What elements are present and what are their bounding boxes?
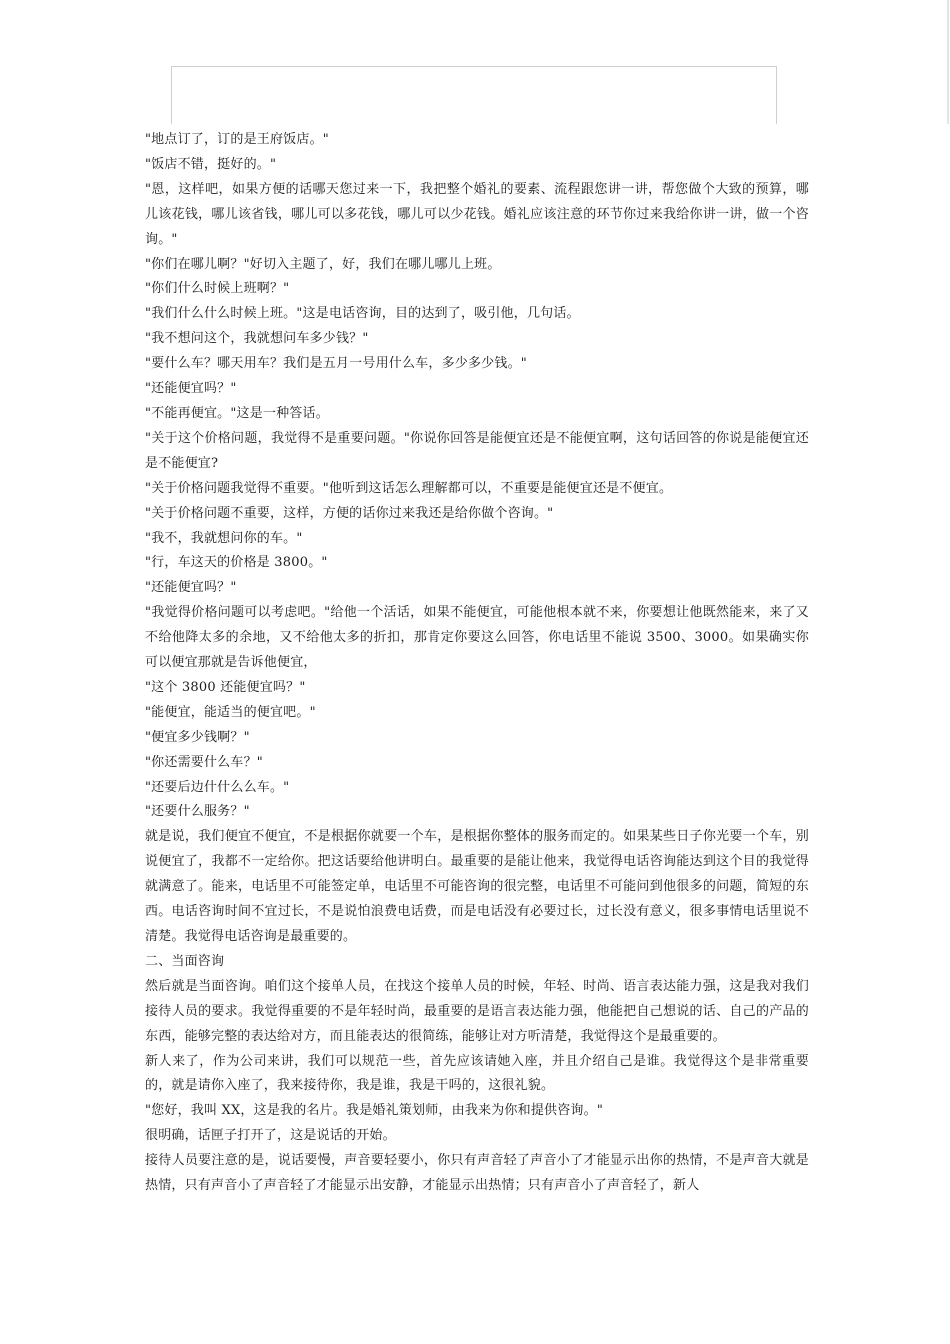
paragraph: "还能便宜吗？" [145, 580, 237, 596]
paragraph: "我不想问这个，我就想问车多少钱？" [145, 331, 369, 347]
section-heading: 二、当面咨询 [145, 953, 225, 969]
paragraph: "要什么车？哪天用车？我们是五月一号用什么车，多少多少钱。" [145, 356, 527, 372]
paragraph: "关于价格问题我觉得不重要。"他听到这话怎么理解都可以，不重要是能便宜还是不便宜。 [145, 480, 673, 496]
paragraph: "行，车这天的价格是 3800。" [145, 555, 328, 571]
paragraph: 就是说，我们便宜不便宜，不是根据你就要一个车，是根据你整体的服务而定的。如果某些日子你光要一个车，别说便宜了，我都不一定给你。把这话要给他讲明白。最重要的是能让他来，我觉得电话咨询能达到这个目的我觉得就满意了。能来，电话里不可能签定单，电话里不可能咨询的很完整，电话里不可能问到他很多的问题，简短的东西。电话咨询时间不宜过长，不是说怕浪费电话费，而是电话没有必要过长，过长没有意义，很多事情电话里说不清楚。我觉得电话咨询是最重要的。 [145, 829, 809, 944]
paragraph: "你们什么时候上班啊？" [145, 281, 290, 297]
paragraph: "你们在哪儿啊？"好切入主题了，好，我们在哪儿哪儿上班。 [145, 256, 501, 272]
document-body [145, 128, 809, 1199]
paragraph: "我觉得价格问题可以考虑吧。"给他一个活话，如果不能便宜，可能他根本就不来，你要想让他既然能来，来了又不给他降太多的余地，又不给他太多的折扣，那肯定你要这么回答，你电话里不能说 3500、3000。如果确实你可以便宜那就是告诉他便宜， [145, 605, 809, 671]
page-edge-divider [947, 0, 949, 124]
paragraph: 新人来了，作为公司来讲，我们可以规范一些，首先应该请她入座，并且介绍自己是谁。我觉得这个是非常重要的，就是请你入座了，我来接待你，我是谁，我是干吗的，这很礼貌。 [145, 1053, 809, 1094]
page-header-box [171, 66, 777, 124]
paragraph: "还要后边什什么么车。" [145, 779, 290, 795]
paragraph: "这个 3800 还能便宜吗？" [145, 679, 306, 695]
paragraph: "能便宜，能适当的便宜吧。" [145, 704, 316, 720]
paragraph: "你还需要什么车？" [145, 754, 263, 770]
paragraph: "我不，我就想问你的车。" [145, 530, 303, 546]
paragraph: 接待人员要注意的是，说话要慢，声音要轻要小，你只有声音轻了声音小了才能显示出你的热情，不是声音大就是热情，只有声音小了声音轻了才能显示出安静，才能显示出热情；只有声音小了声音轻了，新人 [145, 1153, 809, 1194]
paragraph: "我们什么什么时候上班。"这是电话咨询，目的达到了，吸引他，几句话。 [145, 306, 580, 322]
paragraph: 很明确，话匣子打开了，这是说话的开始。 [145, 1128, 396, 1144]
paragraph: "恩，这样吧，如果方便的话哪天您过来一下，我把整个婚礼的要素、流程跟您讲一讲，帮您做个大致的预算，哪儿该花钱，哪儿该省钱，哪儿可以多花钱，哪儿可以少花钱。婚礼应该注意的环节你过来我给你讲一讲，做一个咨询。" [145, 181, 809, 247]
paragraph: "饭店不错，挺好的。" [145, 156, 277, 172]
paragraph: "关于这个价格问题，我觉得不是重要问题。"你说你回答是能便宜还是不能便宜啊，这句话回答的你说是能便宜还是不能便宜? [145, 430, 809, 471]
paragraph: "还能便宜吗？" [145, 381, 237, 397]
paragraph: 然后就是当面咨询。咱们这个接单人员，在找这个接单人员的时候，年轻、时尚、语言表达能力强，这是我对我们接待人员的要求。我觉得重要的不是年轻时尚，最重要的是语言表达能力强，他能把自己想说的话、自己的产品的东西，能够完整的表达给对方，而且能表达的很简练，能够让对方听清楚，我觉得这个是最重要的。 [145, 978, 809, 1044]
paragraph: "便宜多少钱啊？" [145, 729, 250, 745]
paragraph: "地点订了，订的是王府饭店。" [145, 132, 329, 147]
paragraph: "关于价格问题不重要，这样，方便的话你过来我还是给你做个咨询。" [145, 505, 554, 521]
paragraph: "您好，我叫 XX，这是我的名片。我是婚礼策划师，由我来为你和提供咨询。" [145, 1103, 604, 1119]
paragraph: "还要什么服务？" [145, 804, 250, 820]
paragraph: "不能再便宜。"这是一种答话。 [145, 405, 329, 421]
